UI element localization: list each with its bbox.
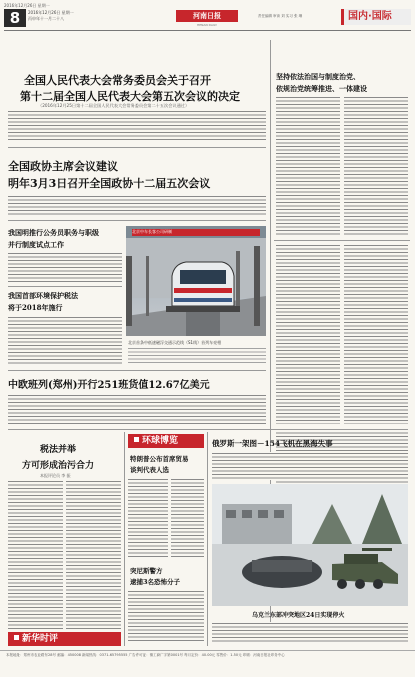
maglev-photo [126, 226, 266, 336]
date-line-2: 丙申年十一月二十八 [28, 16, 64, 21]
left-story-2-body [8, 316, 122, 366]
china-europe-body [8, 394, 266, 426]
date-line-1: 2016年12月26日 星期一 [28, 10, 74, 15]
left-story-rule [8, 286, 122, 287]
sidebar-col-4 [344, 244, 408, 424]
newspaper-logo-sub: HENAN DAILY [197, 23, 217, 27]
cppcc-headline-2: 明年3月3日召开全国政协十二届五次会议 [8, 177, 211, 190]
square-icon [14, 635, 19, 640]
lead-subtitle: （2016年12月25日第十二届全国人民代表大会常务委员会第二十五次会议通过） [38, 103, 190, 108]
global-body-col-3 [128, 590, 204, 642]
newspaper-logo: 河南日报 [176, 10, 238, 22]
sidebar-col-1 [276, 96, 340, 236]
global-digest-bar [128, 434, 204, 448]
masthead-rule [4, 30, 411, 31]
global-divider [124, 432, 125, 646]
tax-byline: 本报评论员 李 振 [40, 473, 71, 478]
left-story-1-headline-2: 并行制度试点工作 [8, 240, 64, 249]
lead-body-text [8, 110, 266, 142]
cppcc-headline-1: 全国政协主席会议建议 [8, 160, 118, 173]
xinhua-bar-label: 新华时评 [22, 634, 59, 644]
left-story-2-headline-2: 将于2018年施行 [8, 303, 63, 312]
sidebar-col-3 [276, 244, 340, 424]
page-footer: 本报地址：郑州市农业路东28号 邮编：450008 新闻热线：0371-65795555 广告许可证：豫工商广字第0001号 每月定价：40.00元 零售价：1.50元 印刷：河南日报社印务中心 [0, 650, 415, 658]
global-headline-1: 特朗普公布首席贸易 [130, 455, 189, 463]
sidebar-rule [274, 240, 410, 241]
lead-headline-2: 第十二届全国人民代表大会第五次会议的决定 [20, 90, 240, 103]
tax-body-col-2 [66, 480, 121, 630]
cppcc-rule [8, 220, 266, 221]
russia-divider [207, 432, 208, 646]
china-europe-headline: 中欧班列(郑州)开行251班货值12.67亿美元 [8, 380, 210, 391]
ukraine-photo [212, 484, 408, 606]
cppcc-body-text [8, 195, 266, 217]
square-icon [134, 437, 139, 442]
sidebar-headline-2: 依规治党统筹推进、一体建设 [276, 84, 367, 93]
masthead-top-line: 2016年12月26日 星期一 [4, 3, 50, 8]
sidebar-col-2 [344, 96, 408, 236]
photo-banner-text: 北京中车长客公司研制 [132, 229, 172, 234]
global-body-col-2 [171, 478, 204, 558]
xinhua-commentary-bar [8, 632, 121, 646]
lower-rule [8, 429, 408, 430]
left-story-1-headline-1: 我国明推行公务员职务与职级 [8, 228, 99, 237]
section-title: 国内·国际 [341, 9, 411, 25]
lead-headline-1: 全国人民代表大会常务委员会关于召开 [24, 74, 211, 87]
lead-rule [8, 147, 266, 148]
left-story-2-headline-1: 我国首部环境保护税法 [8, 291, 78, 300]
page-number: 8 [4, 9, 26, 27]
global-headline-3: 突尼斯警方 [130, 567, 163, 575]
global-headline-2: 谈判代表人选 [130, 466, 169, 474]
left-story-1-body [8, 252, 122, 282]
masthead [0, 0, 415, 34]
ukraine-photo-caption: 乌克兰东部冲突地区24日实现停火 [252, 612, 345, 619]
global-headline-4: 逮捕3名恐怖分子 [130, 578, 181, 586]
tax-body-col-1 [8, 480, 63, 630]
ukraine-caption-body [212, 622, 408, 644]
maglev-photo-caption: 北京首条中低速磁浮交通示范线（S1线）首列车亮相 [128, 340, 222, 345]
ukraine-photo-art [212, 484, 408, 606]
sidebar-headline-1: 坚持依法治国与制度治党、 [276, 72, 360, 81]
russia-body [212, 452, 408, 480]
tax-headline-1: 税法并举 [40, 445, 77, 455]
global-bar-label: 环球博览 [142, 436, 179, 446]
masthead-dates [28, 10, 74, 22]
maglev-caption-body [128, 347, 266, 365]
russia-headline: 俄罗斯一架图－154飞机在黑海失事 [212, 439, 333, 448]
tax-headline-2: 方可形成治污合力 [22, 461, 95, 471]
china-europe-rule [8, 370, 266, 371]
editors-line: 责任编辑 审读 刘 实习 张 琳 [258, 14, 303, 18]
global-body-col-1 [128, 478, 168, 558]
maglev-photo-art [126, 226, 266, 336]
